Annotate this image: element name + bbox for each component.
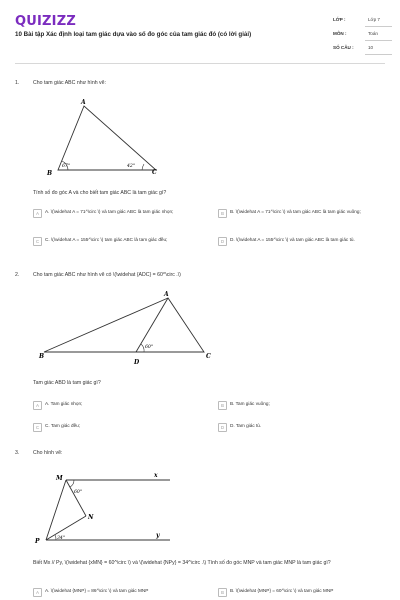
page-title: 10 Bài tập Xác định loại tam giác dựa vào số đo góc của tam giác đó (có lời giải): [15, 31, 252, 38]
line-label: x: [154, 472, 158, 479]
question-text: Cho hình vẽ:: [33, 450, 63, 456]
question-number: 2.: [15, 272, 20, 278]
question-prompt: Tam giác ABD là tam giác gì?: [33, 380, 101, 386]
option-letter-box: B: [218, 401, 227, 410]
option-text: D. \(\widehat A = 155^\circ \) và tam giác ABC là tam giác tù.: [230, 237, 355, 242]
meta-key: MÔN :: [333, 31, 347, 36]
quizizz-logo: QUIZIZZ: [15, 14, 76, 29]
option-text: C. \(\widehat A = 155^\circ \) tam giác ABC là tam giác đều;: [45, 237, 168, 242]
option-letter-box: B: [218, 209, 227, 218]
meta-underline: [365, 54, 392, 55]
option-text: B. \(\widehat {MNP} = 60^\circ \) và tam giác MNP: [230, 588, 334, 593]
option-letter-box: C: [33, 237, 42, 246]
vertex-label: A: [164, 291, 169, 298]
option-text: B. \(\widehat A = 71^\circ \) và tam giác ABC là tam giác vuông;: [230, 209, 361, 214]
angle-label: 42°: [127, 164, 136, 169]
header-divider: [15, 63, 385, 64]
option-text: A. \(\widehat A = 71^\circ \) và tam giác ABC là tam giác nhọn;: [45, 209, 174, 214]
option-letter-box: D: [218, 237, 227, 246]
angle-label: 60°: [145, 345, 154, 350]
option-letter-box: A: [33, 588, 42, 597]
vertex-label: A: [81, 99, 86, 106]
option-letter-box: A: [33, 401, 42, 410]
vertex-label: D: [134, 359, 140, 366]
vertex-label: C: [206, 353, 211, 360]
option-text: C. Tam giác đều;: [45, 423, 81, 428]
option-letter-box: A: [33, 209, 42, 218]
triangle-abc-figure: [30, 96, 170, 178]
meta-underline: [365, 26, 392, 27]
angle-label: 60°: [74, 490, 83, 495]
vertex-label: P: [35, 538, 40, 545]
option-text: A. Tam giác nhọn;: [45, 401, 83, 406]
angle-label: 34°: [57, 536, 66, 541]
question-prompt: Tính số đo góc A và cho biết tam giác ABC là tam giác gì?: [33, 190, 167, 196]
triangle-abc-d-figure: [34, 286, 224, 368]
option-text: D. Tam giác tù.: [230, 423, 262, 428]
vertex-label: N: [88, 514, 94, 521]
question-number: 3.: [15, 450, 20, 456]
vertex-label: B: [47, 170, 53, 177]
angle-label: 67°: [62, 164, 71, 169]
option-text: B. Tam giác vuông;: [230, 401, 270, 406]
meta-underline: [365, 40, 392, 41]
meta-key: SỐ CÂU :: [333, 45, 354, 50]
question-prompt: Biết Mx // Py, \(\widehat {xMN} = 60^\circ \) và \(\widehat {NPy} = 34^\circ .\) Tính số đo góc MNP và tam giác MNP là tam giác gì?: [33, 560, 331, 566]
question-number: 1.: [15, 80, 20, 86]
parallel-lines-figure: [30, 466, 180, 550]
meta-value: Toán: [368, 31, 378, 36]
option-letter-box: D: [218, 423, 227, 432]
question-text: Cho tam giác ABC như hình vẽ:: [33, 80, 106, 86]
meta-key: LỚP :: [333, 17, 346, 22]
option-letter-box: C: [33, 423, 42, 432]
meta-value: 10: [368, 45, 374, 50]
vertex-label: C: [152, 169, 157, 176]
vertex-label: M: [56, 475, 63, 482]
line-label: y: [156, 532, 160, 539]
option-letter-box: B: [218, 588, 227, 597]
question-text: Cho tam giác ABC như hình vẽ có \(\widehat {ADC} = 60^\circ .\): [33, 272, 181, 278]
vertex-label: B: [39, 353, 45, 360]
meta-value: Lớp 7: [368, 17, 380, 22]
option-text: A. \(\widehat {MNP} = 86^\circ \) và tam giác MNP: [45, 588, 149, 593]
